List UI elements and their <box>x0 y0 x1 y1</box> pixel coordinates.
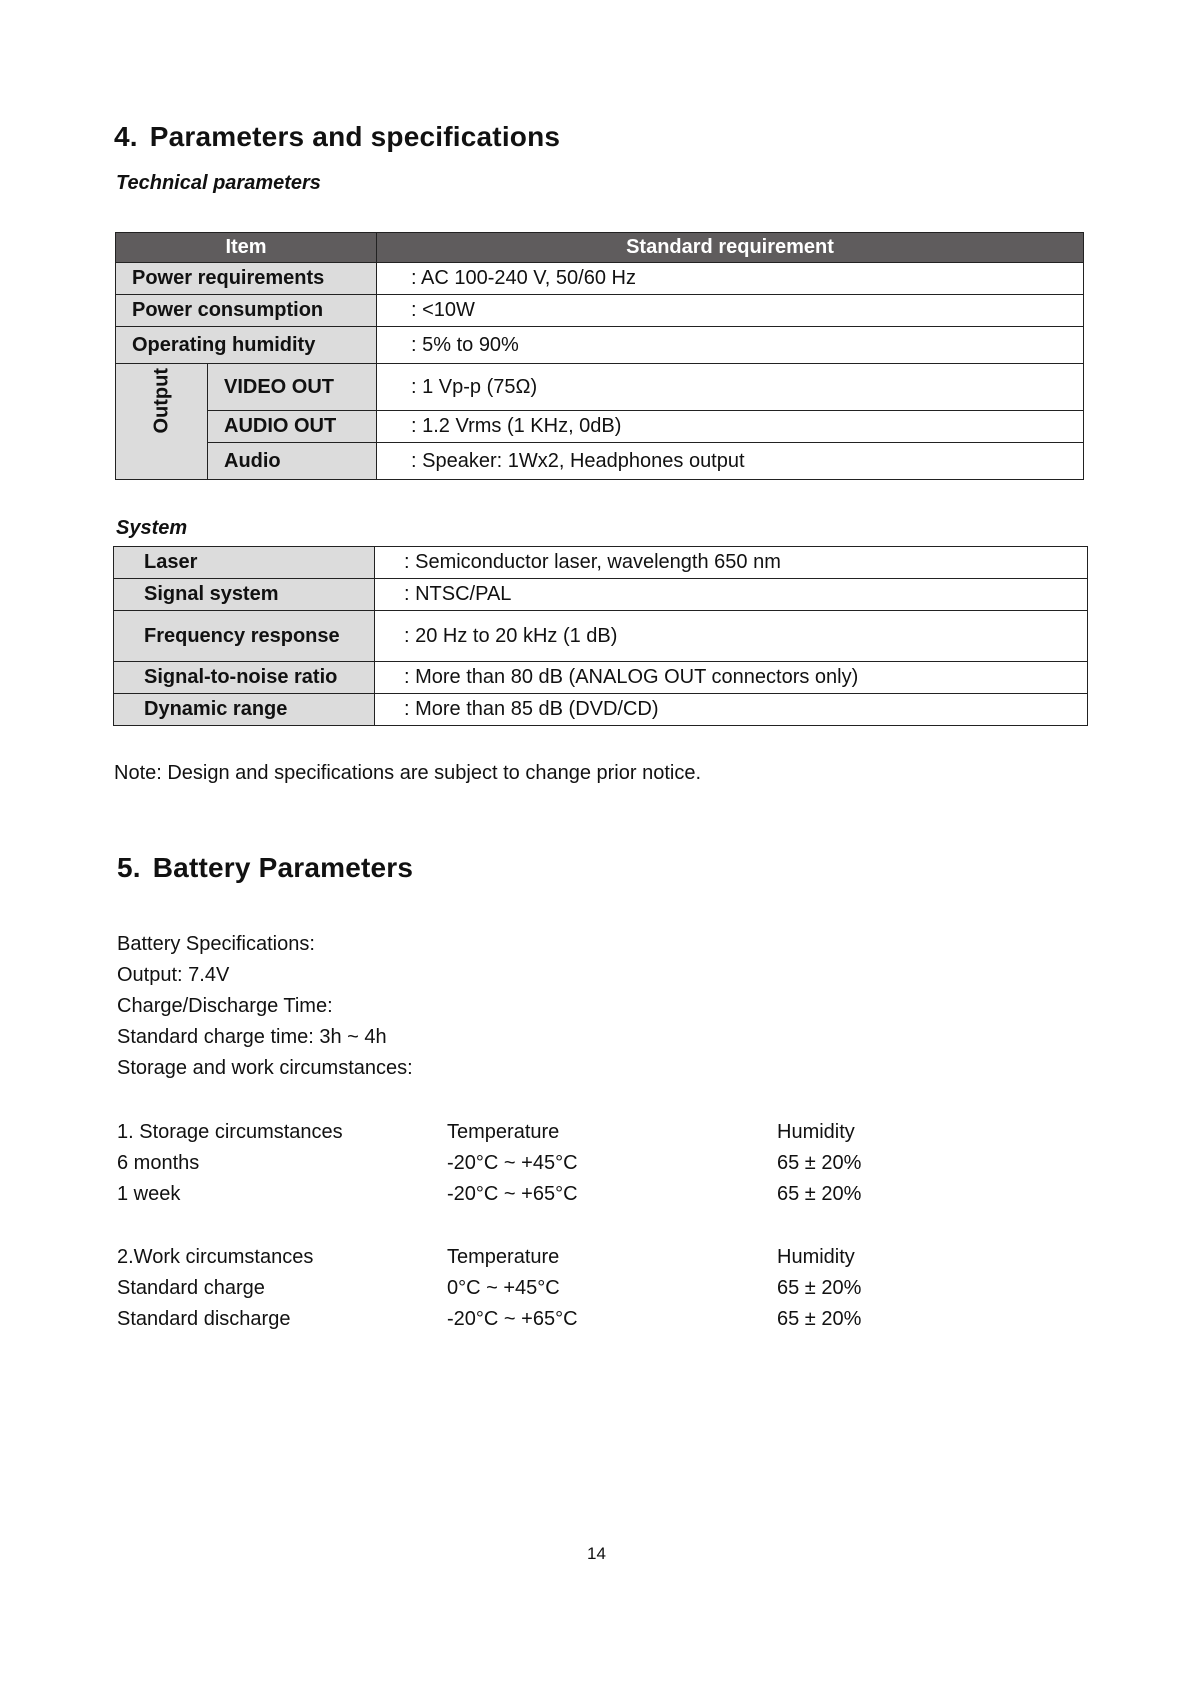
storage-header-humidity: Humidity <box>777 1121 855 1143</box>
battery-line: Output: 7.4V <box>117 964 230 986</box>
battery-spec-lines <box>117 929 413 1084</box>
work-row-humidity: 65 ± 20% <box>777 1308 862 1330</box>
row-label: Signal system <box>114 579 375 611</box>
row-value: : 1.2 Vrms (1 KHz, 0dB) <box>377 411 1084 443</box>
row-value: : <10W <box>377 295 1084 327</box>
section-4-title: Parameters and specifications <box>149 121 561 152</box>
row-label: VIDEO OUT <box>208 364 377 411</box>
table-row <box>116 295 1084 327</box>
row-value: : 5% to 90% <box>377 327 1084 364</box>
work-header-humidity: Humidity <box>777 1246 855 1268</box>
row-label: Frequency response <box>114 611 375 662</box>
storage-row-humidity: 65 ± 20% <box>777 1183 862 1205</box>
work-row-humidity: 65 ± 20% <box>777 1277 862 1299</box>
row-label: Laser <box>114 547 375 579</box>
storage-row-duration: 6 months <box>117 1152 200 1174</box>
battery-line: Storage and work circumstances: <box>117 1057 413 1079</box>
table-row <box>114 662 1088 694</box>
table-row <box>116 327 1084 364</box>
specifications-note: Note: Design and specifications are subject to change prior notice. <box>114 762 702 784</box>
table-row <box>114 547 1088 579</box>
work-row-temperature: 0°C ~ +45°C <box>447 1277 560 1299</box>
row-value: : 20 Hz to 20 kHz (1 dB) <box>375 611 1088 662</box>
work-row-temperature: -20°C ~ +65°C <box>447 1308 578 1330</box>
technical-parameters-title: Technical parameters <box>116 172 321 194</box>
storage-header-temperature: Temperature <box>447 1121 560 1143</box>
technical-parameters-table <box>115 232 1084 480</box>
storage-header-condition: 1. Storage circumstances <box>117 1121 343 1143</box>
work-row-mode: Standard discharge <box>117 1308 291 1330</box>
row-value: : More than 80 dB (ANALOG OUT connectors only) <box>375 662 1088 694</box>
row-value: : NTSC/PAL <box>375 579 1088 611</box>
row-value: : AC 100-240 V, 50/60 Hz <box>377 263 1084 295</box>
section-4-number: 4. <box>114 121 138 152</box>
row-value: : 1 Vp-p (75Ω) <box>377 364 1084 411</box>
row-label: Power requirements <box>116 263 377 295</box>
system-table <box>113 546 1088 726</box>
section-5-heading <box>117 852 413 884</box>
table-row <box>116 411 1084 443</box>
table-row <box>116 263 1084 295</box>
table-header-row <box>116 233 1084 263</box>
row-label: Audio <box>208 443 377 480</box>
system-title: System <box>116 517 188 539</box>
table-row <box>116 443 1084 480</box>
table-row <box>116 364 1084 411</box>
work-header-temperature: Temperature <box>447 1246 560 1268</box>
storage-row-temperature: -20°C ~ +45°C <box>447 1152 578 1174</box>
row-label: Power consumption <box>116 295 377 327</box>
header-item: Item <box>116 233 377 263</box>
output-group-cell <box>116 364 208 480</box>
section-5-number: 5. <box>117 852 141 883</box>
row-label: Dynamic range <box>114 694 375 726</box>
output-group-label: Output <box>150 367 172 434</box>
row-label: Operating humidity <box>116 327 377 364</box>
battery-line: Standard charge time: 3h ~ 4h <box>117 1026 387 1048</box>
table-row <box>114 579 1088 611</box>
section-4-heading <box>114 121 560 153</box>
section-5-title: Battery Parameters <box>152 852 414 883</box>
page-number: 14 <box>587 1544 606 1563</box>
row-label: AUDIO OUT <box>208 411 377 443</box>
storage-row-duration: 1 week <box>117 1183 181 1205</box>
header-standard-requirement: Standard requirement <box>377 233 1084 263</box>
row-value: : More than 85 dB (DVD/CD) <box>375 694 1088 726</box>
table-row <box>114 694 1088 726</box>
work-header-condition: 2.Work circumstances <box>117 1246 314 1268</box>
row-value: : Speaker: 1Wx2, Headphones output <box>377 443 1084 480</box>
battery-line: Charge/Discharge Time: <box>117 995 333 1017</box>
row-label: Signal-to-noise ratio <box>114 662 375 694</box>
table-row <box>114 611 1088 662</box>
battery-line: Battery Specifications: <box>117 933 315 955</box>
work-row-mode: Standard charge <box>117 1277 265 1299</box>
storage-row-temperature: -20°C ~ +65°C <box>447 1183 578 1205</box>
row-value: : Semiconductor laser, wavelength 650 nm <box>375 547 1088 579</box>
storage-row-humidity: 65 ± 20% <box>777 1152 862 1174</box>
